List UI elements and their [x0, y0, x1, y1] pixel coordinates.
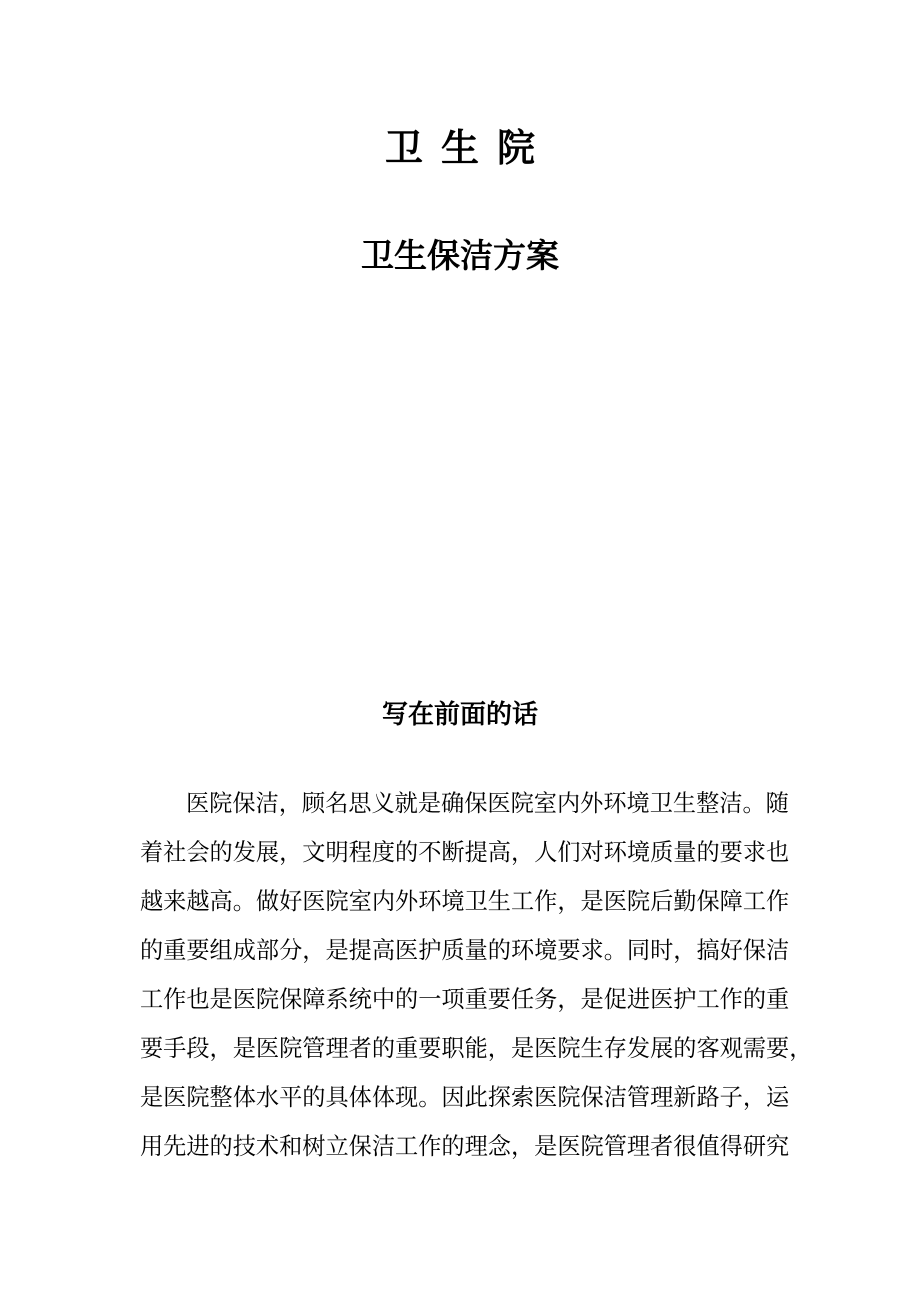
- paragraph-line: 的重要组成部分，是提高医护质量的环境要求。同时，搞好保洁: [140, 937, 790, 964]
- paragraph-line: 医院保洁，顾名思义就是确保医院室内外环境卫生整洁。随: [186, 790, 789, 817]
- paragraph-line: 要手段，是医院管理者的重要职能，是医院生存发展的客观需要，: [140, 1035, 813, 1062]
- preface-heading: 写在前面的话: [381, 700, 538, 730]
- document-title: 卫生院: [384, 126, 553, 170]
- paragraph-line: 工作也是医院保障系统中的一项重要任务，是促进医护工作的重: [140, 986, 790, 1013]
- paragraph-line: 着社会的发展，文明程度的不断提高，人们对环境质量的要求也: [140, 839, 790, 866]
- paragraph-line: 用先进的技术和树立保洁工作的理念，是医院管理者很值得研究: [140, 1133, 790, 1160]
- paragraph-line: 是医院整体水平的具体体现。因此探索医院保洁管理新路子，运: [140, 1084, 790, 1111]
- preface-paragraph: [140, 779, 813, 1171]
- paragraph-line: 越来越高。做好医院室内外环境卫生工作，是医院后勤保障工作: [140, 888, 790, 915]
- document-subtitle: 卫生保洁方案: [361, 236, 559, 275]
